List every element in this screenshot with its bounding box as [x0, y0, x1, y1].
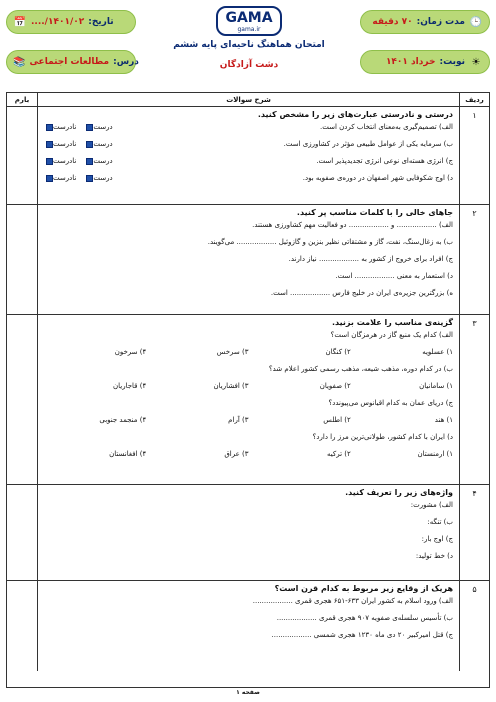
turn-value: خرداد ۱۴۰۱ — [385, 57, 436, 67]
question-row-3: ۳ گزینه‌ی مناسب را علامت بزنید. الف) کدام یک منبع گاز در هرمزگان است؟ ۱) عسلویه ۲) کنگان ۳) سرخس ۴) سرخون ب) در کدام دوره، مذهب شیعه، مذهب رسمی کشور اعلام شد؟ ۱) سامانیان ۲) صفویان ۳) افشاریان ۴) قاجاریان ج) دریای عمان به کدام اقیانوس می‌پیوندد؟ ۱) هند ۲) اطلس ۳) آرام ۴) منجمد جنوبی د) ایران با کدام کشور، طولانی‌ترین مرز را دارد؟ ۱) ارمنستان ۲) ترکیه ۳) عراق ۴) افغانستان — [7, 315, 489, 485]
subject-label: درس: — [113, 57, 139, 67]
col-no: ردیف — [459, 93, 489, 106]
question-title: هریک از وقایع زیر مربوط به کدام قرن است؟ — [274, 584, 453, 593]
clock-icon: 🕒 — [469, 16, 483, 28]
table-header — [7, 93, 489, 107]
sun-icon: ☀ — [471, 56, 481, 68]
checkbox-icon — [46, 175, 53, 182]
date-pill — [6, 10, 136, 34]
region: دشت آزادگان — [219, 60, 279, 70]
date-label: تاریخ: — [88, 17, 114, 27]
header-center — [146, 6, 352, 70]
calendar-icon: 📅 — [13, 16, 27, 28]
question-title: جاهای خالی را با کلمات مناسب پر کنید. — [296, 208, 453, 217]
col-score: بارم — [14, 95, 30, 104]
turn-pill — [360, 50, 490, 74]
time-value: ۷۰ دقیقه — [372, 17, 413, 27]
time-pill — [360, 10, 490, 34]
page-number: صفحه ۱ — [236, 689, 260, 696]
turn-label: نوبت: — [439, 57, 465, 67]
question-title: گزینه‌ی مناسب را علامت بزنید. — [332, 318, 453, 327]
exam-page — [6, 6, 490, 696]
subject-pill — [6, 50, 139, 74]
question-row-1: ۱ درستی و نادرستی عبارت‌های زیر را مشخص کنید. الف) تصمیم‌گیری به‌معنای انتخاب کردن است. درست نادرست ب) سرمایه یکی از عوامل طبیعی مؤثر در کشاورزی است. درست نادرست ج) انرژی هسته‌ای نوعی انرژی تجدیدپذیر است. درست نادرست د) اوج شکوفایی شهر اصفهان در دوره‌ی صفویه بود. درست نادرست — [7, 107, 489, 205]
checkbox-icon — [46, 124, 53, 131]
date-value: ۱۴۰۱/۰۲/.... — [31, 17, 85, 27]
questions-table — [6, 92, 490, 688]
checkbox-icon — [46, 158, 53, 165]
question-row-4: ۴ واژه‌های زیر را تعریف کنید. الف) مشورت: ب) تنگه: ج) اوج بار: د) خط تولید: — [7, 485, 489, 581]
subject-value: مطالعات اجتماعی — [29, 57, 110, 67]
header — [6, 6, 490, 84]
books-icon: 📚 — [13, 56, 26, 68]
question-row-2: ۲ جاهای خالی را با کلمات مناسب پر کنید. الف) .................. و .................. دو فعالیت مهم کشاورزی هستند. ب) به زغال‌سنگ، نفت، گاز و مشتقاتی نظیر بنزین و گازوئیل .................. می‌گویند. ج) افراد برای خروج از کشور به .................. نیاز دارند. د) استعمار به معنی .................. است. ه) بزرگترین جزیره‌ی ایران در خلیج فارس .................. است. — [7, 205, 489, 315]
question-title: درستی و نادرستی عبارت‌های زیر را مشخص کنید. — [257, 110, 453, 119]
question-title: واژه‌های زیر را تعریف کنید. — [345, 488, 453, 497]
col-question: شرح سوالات — [37, 93, 459, 106]
exam-title: امتحان هماهنگ ناحیه‌ای پایه ششم — [173, 40, 325, 50]
question-row-5: ۵ هریک از وقایع زیر مربوط به کدام قرن است؟ الف) ورود اسلام به کشور ایران ۶۳۳-۶۵۱ هجری قمری .................. ب) تأسیس سلسله‌ی صفویه ۹۰۷ هجری قمری .................. ج) قتل امیرکبیر ۲۰ دی ماه ۱۲۳۰ هجری شمسی .................. — [7, 581, 489, 671]
time-label: مدت زمان: — [416, 17, 465, 27]
checkbox-icon — [46, 141, 53, 148]
gama-logo: GAMA gama.ir — [216, 6, 282, 36]
